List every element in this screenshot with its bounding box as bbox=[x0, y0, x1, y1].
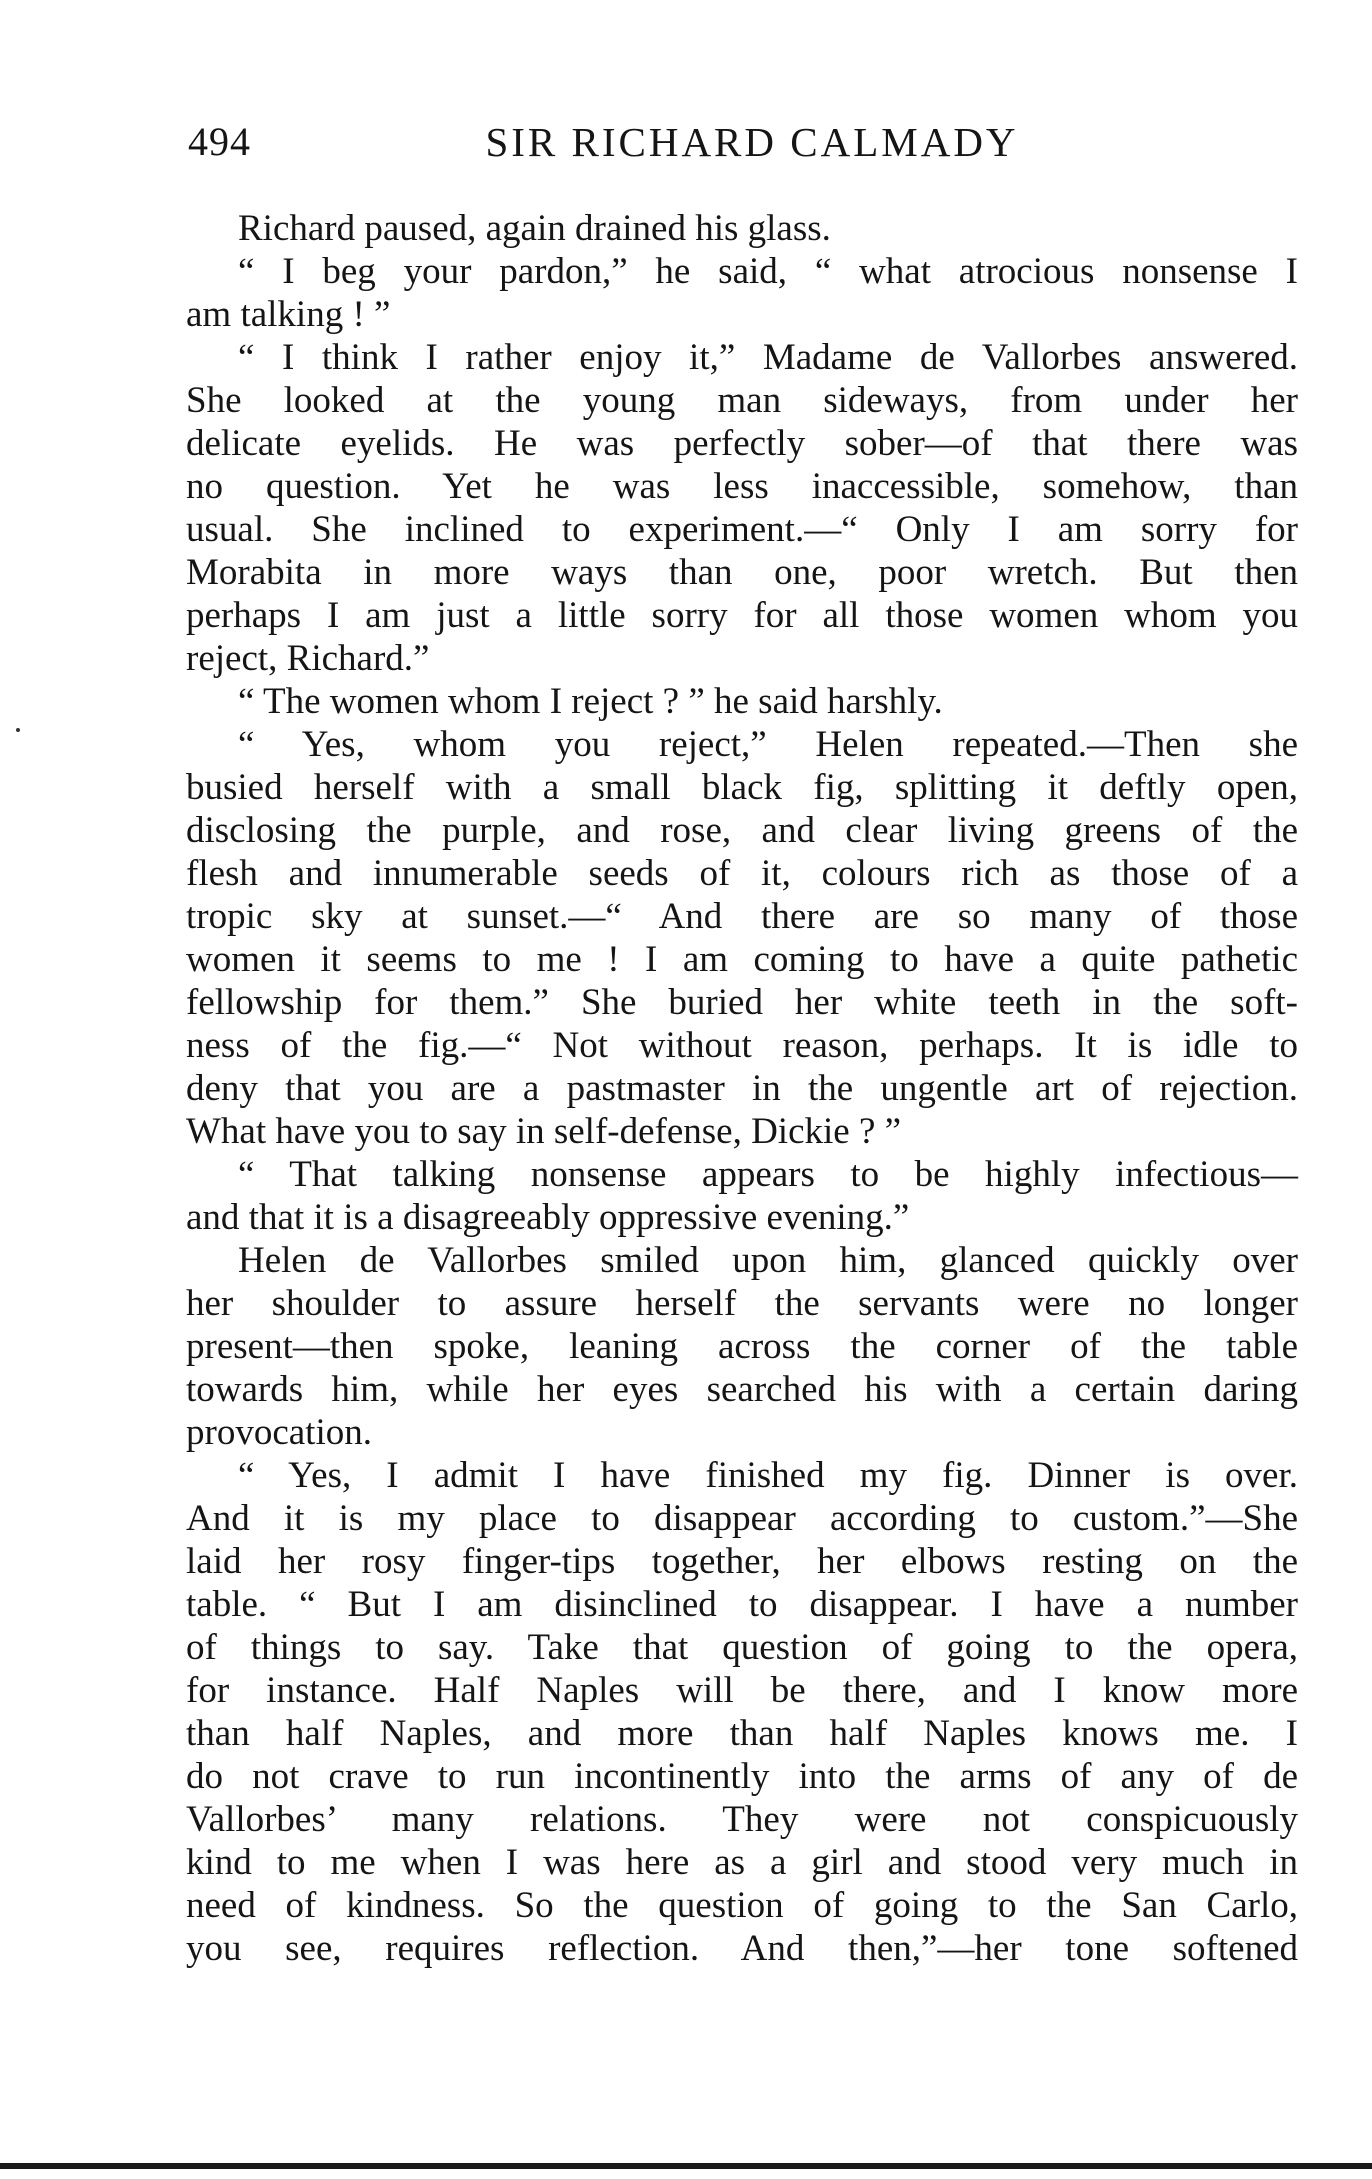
text-line: Richard paused, again drained his glass. bbox=[238, 208, 831, 249]
text-line: Helen de Vallorbes smiled upon him, glanced quickly over bbox=[238, 1240, 1298, 1281]
running-title: SIR RICHARD CALMADY bbox=[485, 119, 1019, 165]
text-line: ness of the fig.—“ Not without reason, perhaps. It is idle to bbox=[186, 1025, 1298, 1066]
text-line: perhaps I am just a little sorry for all those women whom you bbox=[186, 595, 1298, 636]
text-line: “ Yes, I admit I have finished my fig. Dinner is over. bbox=[238, 1455, 1298, 1496]
text-line: for instance. Half Naples will be there, and I know more bbox=[186, 1670, 1298, 1711]
text-line: “ That talking nonsense appears to be highly infectious— bbox=[238, 1154, 1298, 1195]
text-line: women it seems to me ! I am coming to have a quite pathetic bbox=[186, 939, 1298, 980]
text-line: And it is my place to disappear according to custom.”—She bbox=[186, 1498, 1298, 1539]
text-line: of things to say. Take that question of going to the opera, bbox=[186, 1627, 1298, 1668]
text-line: Vallorbes’ many relations. They were not conspicuously bbox=[186, 1799, 1298, 1840]
text-line: fellowship for them.” She buried her white teeth in the soft- bbox=[186, 982, 1298, 1023]
text-line: She looked at the young man sideways, from under her bbox=[186, 380, 1298, 421]
text-line: tropic sky at sunset.—“ And there are so many of those bbox=[186, 896, 1298, 937]
text-line: no question. Yet he was less inaccessible, somehow, than bbox=[186, 466, 1298, 507]
bottom-edge-rule bbox=[0, 2163, 1372, 2169]
body-text bbox=[186, 207, 1298, 1970]
text-line: present—then spoke, leaning across the corner of the table bbox=[186, 1326, 1298, 1367]
text-line: table. “ But I am disinclined to disappear. I have a number bbox=[186, 1584, 1298, 1625]
text-line: deny that you are a pastmaster in the ungentle art of rejection. bbox=[186, 1068, 1298, 1109]
text-line: and that it is a disagreeably oppressive evening.” bbox=[186, 1197, 910, 1238]
text-line: need of kindness. So the question of going to the San Carlo, bbox=[186, 1885, 1298, 1926]
text-line: than half Naples, and more than half Naples knows me. I bbox=[186, 1713, 1298, 1754]
text-line: her shoulder to assure herself the servants were no longer bbox=[186, 1283, 1298, 1324]
text-line: reject, Richard.” bbox=[186, 638, 430, 679]
text-line: flesh and innumerable seeds of it, colours rich as those of a bbox=[186, 853, 1298, 894]
text-line: you see, requires reflection. And then,”—her tone softened bbox=[186, 1928, 1298, 1969]
text-line: kind to me when I was here as a girl and stood very much in bbox=[186, 1842, 1298, 1883]
text-line: do not crave to run incontinently into the arms of any of de bbox=[186, 1756, 1298, 1797]
margin-speck bbox=[16, 728, 20, 732]
page-number: 494 bbox=[188, 119, 251, 164]
text-line: towards him, while her eyes searched his with a certain daring bbox=[186, 1369, 1298, 1410]
text-line: usual. She inclined to experiment.—“ Only I am sorry for bbox=[186, 509, 1298, 550]
page-header bbox=[186, 118, 1298, 178]
text-line: “ The women whom I reject ? ” he said harshly. bbox=[238, 681, 943, 722]
text-line: laid her rosy finger-tips together, her elbows resting on the bbox=[186, 1541, 1298, 1582]
text-line: am talking ! ” bbox=[186, 294, 391, 335]
text-line: “ Yes, whom you reject,” Helen repeated.—Then she bbox=[238, 724, 1298, 765]
text-line: disclosing the purple, and rose, and clear living greens of the bbox=[186, 810, 1298, 851]
text-line: busied herself with a small black fig, splitting it deftly open, bbox=[186, 767, 1298, 808]
text-line: What have you to say in self-defense, Dickie ? ” bbox=[186, 1111, 902, 1152]
text-line: delicate eyelids. He was perfectly sober—of that there was bbox=[186, 423, 1298, 464]
text-line: “ I beg your pardon,” he said, “ what atrocious nonsense I bbox=[238, 251, 1298, 292]
text-line: provocation. bbox=[186, 1412, 372, 1453]
text-line: Morabita in more ways than one, poor wretch. But then bbox=[186, 552, 1298, 593]
text-line: “ I think I rather enjoy it,” Madame de Vallorbes answered. bbox=[238, 337, 1298, 378]
